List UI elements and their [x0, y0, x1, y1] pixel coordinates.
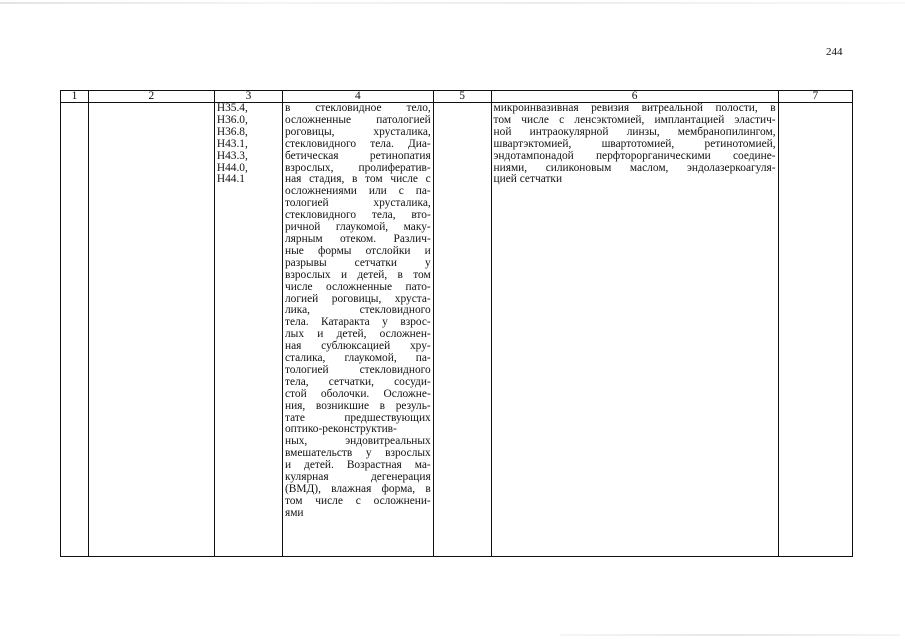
treatment-text	[494, 103, 776, 186]
icd-code: H35.4,	[216, 102, 248, 114]
diagnosis-line: лых и детей, осложнен-	[284, 328, 431, 341]
diagnosis-line: роговицы, хрусталика,	[284, 125, 431, 138]
cell-diagnosis	[282, 103, 433, 557]
icd-code: H36.0,	[216, 113, 248, 126]
diagnosis-line: кулярная дегенерация	[284, 471, 431, 484]
diagnosis-line: тате предшествующих	[284, 411, 431, 424]
medical-care-table	[60, 90, 853, 557]
diagnosis-line: сталика, глаукомой, па-	[284, 352, 431, 365]
cell-number	[61, 103, 89, 557]
diagnosis-line: осложненные патологией	[284, 113, 431, 126]
diagnosis-line: взрослых, пролифератив-	[284, 161, 431, 174]
treatment-line: эндотампонадой перфторорганическими соедине-	[493, 149, 776, 162]
diagnosis-line: тела, сетчатки, сосуди-	[284, 375, 431, 388]
diagnosis-line: в стекловидное тело,	[284, 102, 431, 114]
column-header-3: 3	[214, 91, 282, 103]
diagnosis-line: ями	[284, 506, 304, 519]
diagnosis-text	[285, 103, 431, 520]
icd-code: H43.3,	[216, 149, 248, 162]
cell-icd-codes	[214, 103, 282, 557]
treatment-line: цией сетчатки	[493, 173, 563, 186]
diagnosis-line: оптико-реконструктив-	[284, 423, 397, 436]
treatment-line: ниями, силиконовым маслом, эндолазеркоагуля-	[493, 161, 776, 174]
icd-code-list	[217, 103, 280, 186]
diagnosis-line: ричной глаукомой, маку-	[284, 221, 431, 234]
diagnosis-line: лика, стекловидного	[284, 304, 431, 317]
diagnosis-line: ная стадия, в том числе с	[284, 173, 431, 186]
diagnosis-line: стекловидного тела. Диа-	[284, 137, 431, 150]
page-number: 244	[826, 46, 843, 58]
diagnosis-line: тела. Катаракта у взрос-	[284, 316, 431, 329]
column-header-2: 2	[88, 91, 214, 103]
cell-tariff	[778, 103, 852, 557]
diagnosis-line: ная сублюксацией хру-	[284, 340, 431, 353]
diagnosis-line: взрослых и детей, в том	[284, 268, 431, 281]
diagnosis-line: осложнениями или с па-	[284, 185, 431, 198]
diagnosis-line: том числе с осложнени-	[284, 494, 431, 507]
scan-edge-bottom	[560, 634, 900, 636]
icd-code: H43.1,	[216, 137, 248, 150]
diagnosis-line: стой оболочки. Осложне-	[284, 387, 431, 400]
cell-treatment-method	[491, 103, 778, 557]
column-header-5: 5	[433, 91, 491, 103]
diagnosis-line: вмешательств у взрослых	[284, 447, 431, 460]
diagnosis-line: и детей. Возрастная ма-	[284, 459, 431, 472]
column-header-4: 4	[282, 91, 433, 103]
table-row	[61, 103, 853, 557]
cell-patient-model	[433, 103, 491, 557]
diagnosis-line: разрывы сетчатки у	[284, 256, 431, 269]
treatment-line: микроинвазивная ревизия витреальной полости, в	[493, 102, 776, 114]
icd-code: H36.8,	[216, 125, 248, 138]
treatment-line: ной интраокулярной линзы, мембранопилингом,	[493, 125, 776, 138]
diagnosis-line: ных, эндовитреальных	[284, 435, 431, 448]
treatment-line: том числе с ленсэктомией, имплантацией эластич-	[493, 113, 776, 126]
column-header-6: 6	[491, 91, 778, 103]
column-number-row	[61, 91, 853, 103]
cell-profile	[88, 103, 214, 557]
diagnosis-line: тологией хрусталика,	[284, 197, 431, 210]
column-header-1: 1	[61, 91, 89, 103]
diagnosis-line: лярным отеком. Различ-	[284, 232, 431, 245]
treatment-line: швартэктомией, швартотомией, ретинотомией,	[493, 137, 776, 150]
column-header-7: 7	[778, 91, 852, 103]
diagnosis-line: ния, возникшие в резуль-	[284, 399, 431, 412]
diagnosis-line: ные формы отслойки и	[284, 244, 431, 257]
diagnosis-line: тологией стекловидного	[284, 363, 431, 376]
diagnosis-line: числе осложненные пато-	[284, 280, 431, 293]
diagnosis-line: (ВМД), влажная форма, в	[284, 483, 431, 495]
icd-code: H44.0,	[216, 161, 248, 174]
diagnosis-line: бетическая ретинопатия	[284, 149, 431, 162]
icd-code: H44.1	[216, 173, 246, 186]
diagnosis-line: логией роговицы, хруста-	[284, 292, 431, 305]
diagnosis-line: стекловидного тела, вто-	[284, 209, 431, 222]
scan-edge-top	[0, 2, 905, 4]
